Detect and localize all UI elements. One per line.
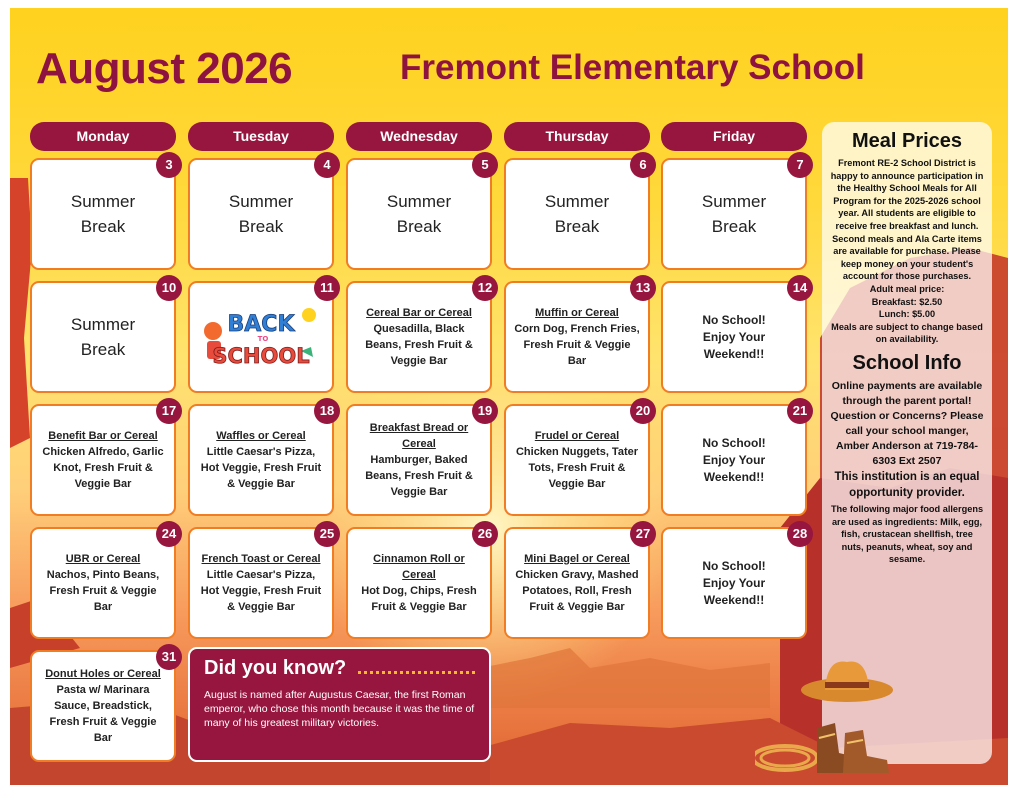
day-cell-7 (661, 158, 807, 270)
lunch-menu: Chicken Nuggets, Tater Tots, Fresh Fruit & Veggie Bar (515, 446, 639, 490)
day-cell-31 (30, 650, 176, 762)
day-number: 20 (630, 398, 656, 424)
adult-price-label: Adult meal price: (869, 283, 945, 294)
cell-text: Break (554, 217, 600, 236)
cell-text: Break (396, 217, 442, 236)
breakfast-option: Breakfast Bread or Cereal (369, 422, 469, 450)
day-header-monday: Monday (30, 122, 176, 151)
bts-back: BACK (227, 312, 295, 337)
day-cell-13 (504, 281, 650, 393)
no-school-text: No School! (702, 312, 766, 327)
day-cell-6 (504, 158, 650, 270)
day-number: 27 (630, 521, 656, 547)
day-number: 21 (787, 398, 813, 424)
day-number: 5 (472, 152, 498, 178)
bts-school: SCHOOL (212, 344, 310, 368)
bts-to: TO (257, 335, 269, 343)
lunch-price: Lunch: $5.00 (878, 309, 936, 320)
day-number: 12 (472, 275, 498, 301)
day-cell-10 (30, 281, 176, 393)
breakfast-option: Waffles or Cereal (216, 430, 306, 442)
breakfast-option: French Toast or Cereal (201, 553, 321, 565)
lunch-menu: Little Caesar's Pizza, Hot Veggie, Fresh Fruit & Veggie Bar (200, 569, 322, 613)
day-cell-26 (346, 527, 492, 639)
day-number: 17 (156, 398, 182, 424)
did-you-know-title: Did you know? (204, 657, 347, 679)
day-header-friday: Friday (661, 122, 807, 151)
lunch-menu: Pasta w/ Marinara Sauce, Breadstick, Fresh Fruit & Veggie Bar (49, 684, 157, 744)
lunch-menu: Quesadilla, Black Beans, Fresh Fruit & Veggie Bar (365, 323, 473, 367)
back-to-school-logo (201, 301, 321, 373)
day-cell-18 (188, 404, 334, 516)
cell-text: Summer (70, 192, 136, 211)
day-cell-21 (661, 404, 807, 516)
day-number: 18 (314, 398, 340, 424)
meal-prices-heading: Meal Prices (851, 130, 963, 152)
did-you-know-box (188, 647, 491, 762)
day-cell-20 (504, 404, 650, 516)
lunch-menu: Little Caesar's Pizza, Hot Veggie, Fresh Fruit & Veggie Bar (200, 446, 322, 490)
weekend-text: Enjoy Your Weekend!! (702, 575, 766, 607)
cell-text: Break (238, 217, 284, 236)
lunch-menu: Nachos, Pinto Beans, Fresh Fruit & Veggie Bar (46, 569, 160, 613)
day-cell-28 (661, 527, 807, 639)
meal-program-text: Fremont RE-2 School District is happy to announce participation in the Healthy School Meals for All Program for the 2025-2026 school year. All students are eligible to receive free breakfast and lunch. (830, 158, 984, 231)
lunch-menu: Corn Dog, French Fries, Fresh Fruit & Veggie Bar (514, 323, 640, 367)
day-number: 24 (156, 521, 182, 547)
day-number: 28 (787, 521, 813, 547)
subject-to-change-text: Meals are subject to change based on availability. (831, 321, 983, 345)
cell-text: Summer (228, 192, 294, 211)
day-cell-19 (346, 404, 492, 516)
day-number: 31 (156, 644, 182, 670)
cell-text: Break (80, 340, 126, 359)
day-cell-12 (346, 281, 492, 393)
no-school-text: No School! (702, 435, 766, 450)
day-number: 13 (630, 275, 656, 301)
school-info-heading: School Info (852, 351, 962, 374)
lunch-menu: Hamburger, Baked Beans, Fresh Fruit & Veggie Bar (365, 454, 473, 498)
day-number: 3 (156, 152, 182, 178)
day-number: 4 (314, 152, 340, 178)
day-number: 26 (472, 521, 498, 547)
lunch-menu: Hot Dog, Chips, Fresh Fruit & Veggie Bar (361, 585, 477, 613)
day-number: 6 (630, 152, 656, 178)
day-header-tuesday: Tuesday (188, 122, 334, 151)
day-cell-4 (188, 158, 334, 270)
day-cell-24 (30, 527, 176, 639)
cell-text: Summer (544, 192, 610, 211)
cell-text: Summer (701, 192, 767, 211)
day-number: 25 (314, 521, 340, 547)
breakfast-option: Mini Bagel or Cereal (524, 553, 630, 565)
allergens-text: The following major food allergens are used as ingredients: Milk, egg, fish, crustacean shellfish, tree nuts, peanuts, wheat, soy and sesame. (830, 503, 984, 565)
day-number: 7 (787, 152, 813, 178)
breakfast-price: Breakfast: $2.50 (871, 296, 943, 307)
month-title: August 2026 (36, 44, 293, 93)
breakfast-option: Cinnamon Roll or Cereal (373, 553, 465, 581)
no-school-text: No School! (702, 558, 766, 573)
day-cell-17 (30, 404, 176, 516)
breakfast-option: Frudel or Cereal (534, 430, 620, 442)
cell-text: Summer (386, 192, 452, 211)
day-header-thursday: Thursday (504, 122, 650, 151)
weekend-text: Enjoy Your Weekend!! (702, 452, 766, 484)
breakfast-option: Cereal Bar or Cereal (366, 307, 472, 319)
dotted-divider (358, 664, 475, 674)
breakfast-option: Benefit Bar or Cereal (48, 430, 158, 442)
school-title: Fremont Elementary School (400, 48, 865, 87)
day-cell-25 (188, 527, 334, 639)
equal-opportunity-text: This institution is an equal opportunity provider. (834, 470, 980, 499)
contact-text: Question or Concerns? Please call your school manger, Amber Anderson at 719-784-6303 Ext 2507 (830, 409, 984, 467)
day-number: 19 (472, 398, 498, 424)
lunch-menu: Chicken Gravy, Mashed Potatoes, Roll, Fresh Fruit & Veggie Bar (515, 569, 639, 613)
day-number: 10 (156, 275, 182, 301)
did-you-know-text: August is named after Augustus Caesar, the first Roman emperor, who chose this month because it was the time of many of his greatest military victories. (204, 689, 475, 729)
day-cell-11 (188, 281, 334, 393)
cowboy-hat-boots-icon (755, 648, 900, 778)
second-meals-text: Second meals and Ala Carte items are available for purchase. Please keep money on your student's account for those purchases. (832, 233, 982, 282)
day-cell-27 (504, 527, 650, 639)
breakfast-option: Muffin or Cereal (535, 307, 619, 319)
cell-text: Break (80, 217, 126, 236)
online-payments-text: Online payments are available through the parent portal! (831, 379, 983, 407)
weekend-text: Enjoy Your Weekend!! (702, 329, 766, 361)
calendar-page (10, 8, 1008, 785)
lunch-menu: Chicken Alfredo, Garlic Knot, Fresh Fruit & Veggie Bar (42, 446, 164, 490)
day-cell-3 (30, 158, 176, 270)
day-number: 14 (787, 275, 813, 301)
day-cell-14 (661, 281, 807, 393)
breakfast-option: UBR or Cereal (65, 553, 141, 565)
day-header-wednesday: Wednesday (346, 122, 492, 151)
cell-text: Break (711, 217, 757, 236)
breakfast-option: Donut Holes or Cereal (45, 668, 161, 680)
day-number: 11 (314, 275, 340, 301)
cell-text: Summer (70, 315, 136, 334)
day-cell-5 (346, 158, 492, 270)
